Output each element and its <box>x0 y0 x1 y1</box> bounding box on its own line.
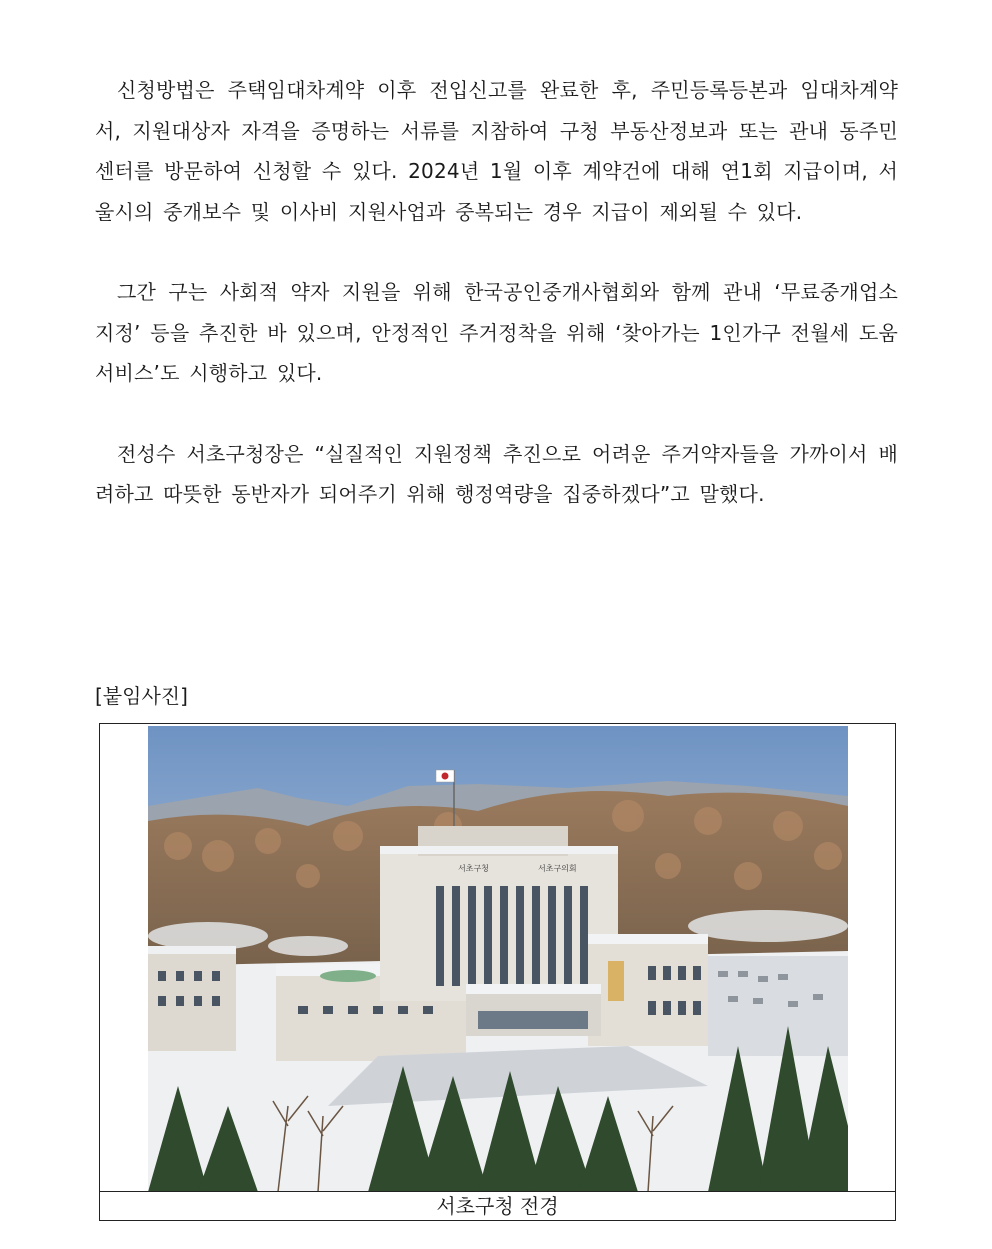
paragraph-previous-support: 그간 구는 사회적 약자 지원을 위해 한국공인중개사협회와 함께 관내 ‘무료중개업소 지정’ 등을 추진한 바 있으며, 안정적인 주거정착을 위해 ‘찾아가는 1인가구 전월세 도움서비스’도 시행하고 있다. <box>95 280 898 385</box>
paragraph-mayor-quote: 전성수 서초구청장은 “실질적인 지원정책 추진으로 어려운 주거약자들을 가까이서 배려하고 따뜻한 동반자가 되어주기 위해 행정역량을 집중하겠다”고 말했다. <box>95 441 898 506</box>
seocho-office-photo <box>148 726 848 1192</box>
building-sign-left: 서초구청 <box>458 864 489 873</box>
paragraph-application-method: 신청방법은 주택임대차계약 이후 전입신고를 완료한 후, 주민등록등본과 임대차계약서, 지원대상자 자격을 증명하는 서류를 지참하여 구청 부동산정보과 또는 관내 동주민센터를 방문하여 신청할 수 있다. 2024년 1월 이후 계약건에 대해 연1회 지급이며, 서울시의 중개보수 및 이사비 지원사업과 중복되는 경우 지급이 제외될 수 있다. <box>95 78 898 224</box>
document-body <box>95 70 898 555</box>
building-illustration <box>148 726 848 1192</box>
photo-caption: 서초구청 전경 <box>100 1191 895 1220</box>
attachment-photo-table <box>99 723 896 1221</box>
attachment-label: [붙임사진] <box>95 684 188 708</box>
building-sign-right: 서초구의회 <box>538 864 577 873</box>
